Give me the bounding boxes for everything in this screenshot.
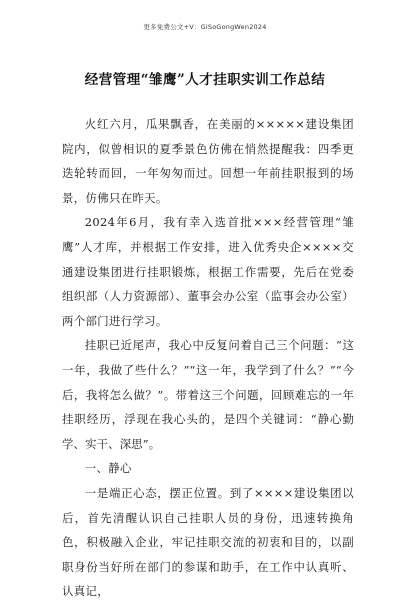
paragraph-section-1: 一是端正心态，摆正位置。到了××××建设集团以后，首先清醒认识自己挂职人员的身份，迅速转换角色，积极融入企业，牢记挂职交流的初衷和目的，以副职身份当好所在部门的参谋和助手，在工作中认真听、认真记， <box>62 485 354 599</box>
paragraph-questions: 挂职已近尾声，我心中反复问着自己三个问题：“这一年，我做了些什么？”“这一年，我学到了什么？”“今后，我将怎么做？”。带着这三个问题，回顾难忘的一年挂职经历，浮现在我心头的，是四个关键词：“静心勤学、实干、深思”。 <box>62 338 354 451</box>
watermark-text: 更多免费公文+V：GiSoGongWen2024 <box>143 23 267 31</box>
paragraph-intro: 火红六月，瓜果飘香，在美丽的×××××建设集团院内，似曾相识的夏季景色仿佛在悄然提醒我：四季更迭轮转而回，一年匆匆而过。回想一年前挂职报到的场景，仿佛只在昨天。 <box>62 117 354 205</box>
paragraph-background: 2024年6月，我有幸入选首批×××经营管理“雏鹰”人才库，并根据工作安排，进入优秀央企××××交通建设集团进行挂职锻炼，根据工作需要，先后在党委组织部（人力资源部）、董事会办公室（监事会办公室）两个部门进行学习。 <box>62 215 354 328</box>
document-body <box>62 112 354 604</box>
section-heading-1: 一、静心 <box>84 461 132 476</box>
document-title: 经营管理“雏鹰”人才挂职实训工作总结 <box>84 72 326 88</box>
